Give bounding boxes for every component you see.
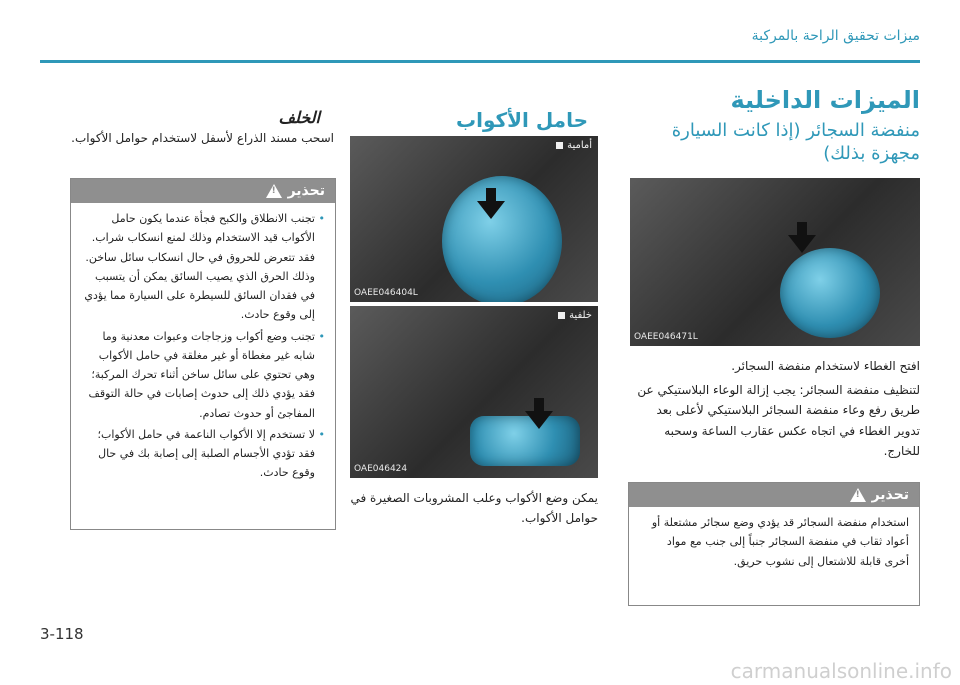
ashtray-open-text: افتح الغطاء لاستخدام منفضة السجائر. [731,359,920,373]
square-icon [556,142,563,149]
warning-header [71,179,335,203]
warning-bullets [71,203,335,491]
photo-label-text: أمامية [567,140,592,151]
page-number: 3-118 [40,625,84,643]
photo-label [556,140,592,151]
warning-triangle-icon [850,488,866,502]
square-icon [558,312,565,319]
rear-title: الخلف [278,108,320,127]
warning-triangle-icon [266,184,282,198]
section-title: الميزات الداخلية [730,86,920,114]
photo-label [558,310,592,321]
ashtray-lid [780,248,880,338]
arrow-down-icon [477,201,505,219]
warning-bullet: • لا تستخدم إلا الأكواب الناعمة في حامل الأكواب؛ فقد تؤدي الأجسام الصلبة إلى إصابة بك في حال وقوع حادث. [81,425,325,483]
arrow-stem [797,222,807,236]
photo-code: OAEE046471L [634,332,698,342]
warning-header [629,483,919,507]
front-cupholder-photo [350,136,598,302]
watermark: carmanualsonline.info [730,659,952,683]
photo-label-text: خلفية [569,310,592,321]
warning-title: تحذير [871,487,909,503]
cupholder-title: حامل الأكواب [456,108,588,132]
ashtray-photo [630,178,920,346]
arrow-down-icon [525,411,553,429]
arrow-stem [486,188,496,202]
header-rule [40,60,920,63]
arrow-stem [534,398,544,412]
warning-title: تحذير [287,183,325,199]
warning-bullet: • تجنب وضع أكواب وزجاجات وعبوات معدنية وما شابه غير مغطاة أو غير مغلقة في حامل الأكواب وهي تحتوي على سائل ساخن أثناء تحرك المركبة؛ فقد يؤدي ذلك إلى حدوث إصابات في حالة التوقف المفاجئ أو حدوث تصادم. [81,327,325,423]
chapter-header-title: ميزات تحقيق الراحة بالمركبة [751,28,920,44]
front-cupholder [442,176,562,302]
photo-code: OAEE046404L [354,288,418,298]
ashtray-warning-box [628,482,920,606]
section-subtitle: منفضة السجائر (إذا كانت السيارة مجهزة بذلك) [671,120,920,164]
cupholder-warning-box [70,178,336,530]
photo-code: OAE046424 [354,464,408,474]
arrow-down-icon [788,235,816,253]
rear-cupholder-photo [350,306,598,478]
warning-bullet: • تجنب الانطلاق والكبح فجأة عندما يكون حامل الأكواب قيد الاستخدام وذلك لمنع انسكاب شراب. فقد تتعرض للحروق في حال انسكاب سائل ساخن. وذلك الحرق الذي يصيب السائق يمكن أن يتسبب في فقدان السائق للسيطرة على السيارة مما يؤدي إلى وقوع حادث. [81,209,325,325]
warning-text: استخدام منفضة السجائر قد يؤدي وضع سجائر مشتعلة أو أعواد ثقاب في منفضة السجائر جنباً إلى جنب مع مواد أخرى قابلة للاشتعال إلى نشوب حريق. [651,516,909,568]
ashtray-clean-text: لتنظيف منفضة السجائر: يجب إزالة الوعاء البلاستيكي عن طريق رفع وعاء منفضة السجائر البلاستيكي لأعلى بعد تدوير الغطاء في اتجاه عكس عقارب الساعة وسحبه للخارج. [637,383,920,459]
rear-text: اسحب مسند الذراع لأسفل لاستخدام حوامل الأكواب. [71,131,334,145]
cupholder-text: يمكن وضع الأكواب وعلب المشروبات الصغيرة في حوامل الأكواب. [350,491,598,526]
